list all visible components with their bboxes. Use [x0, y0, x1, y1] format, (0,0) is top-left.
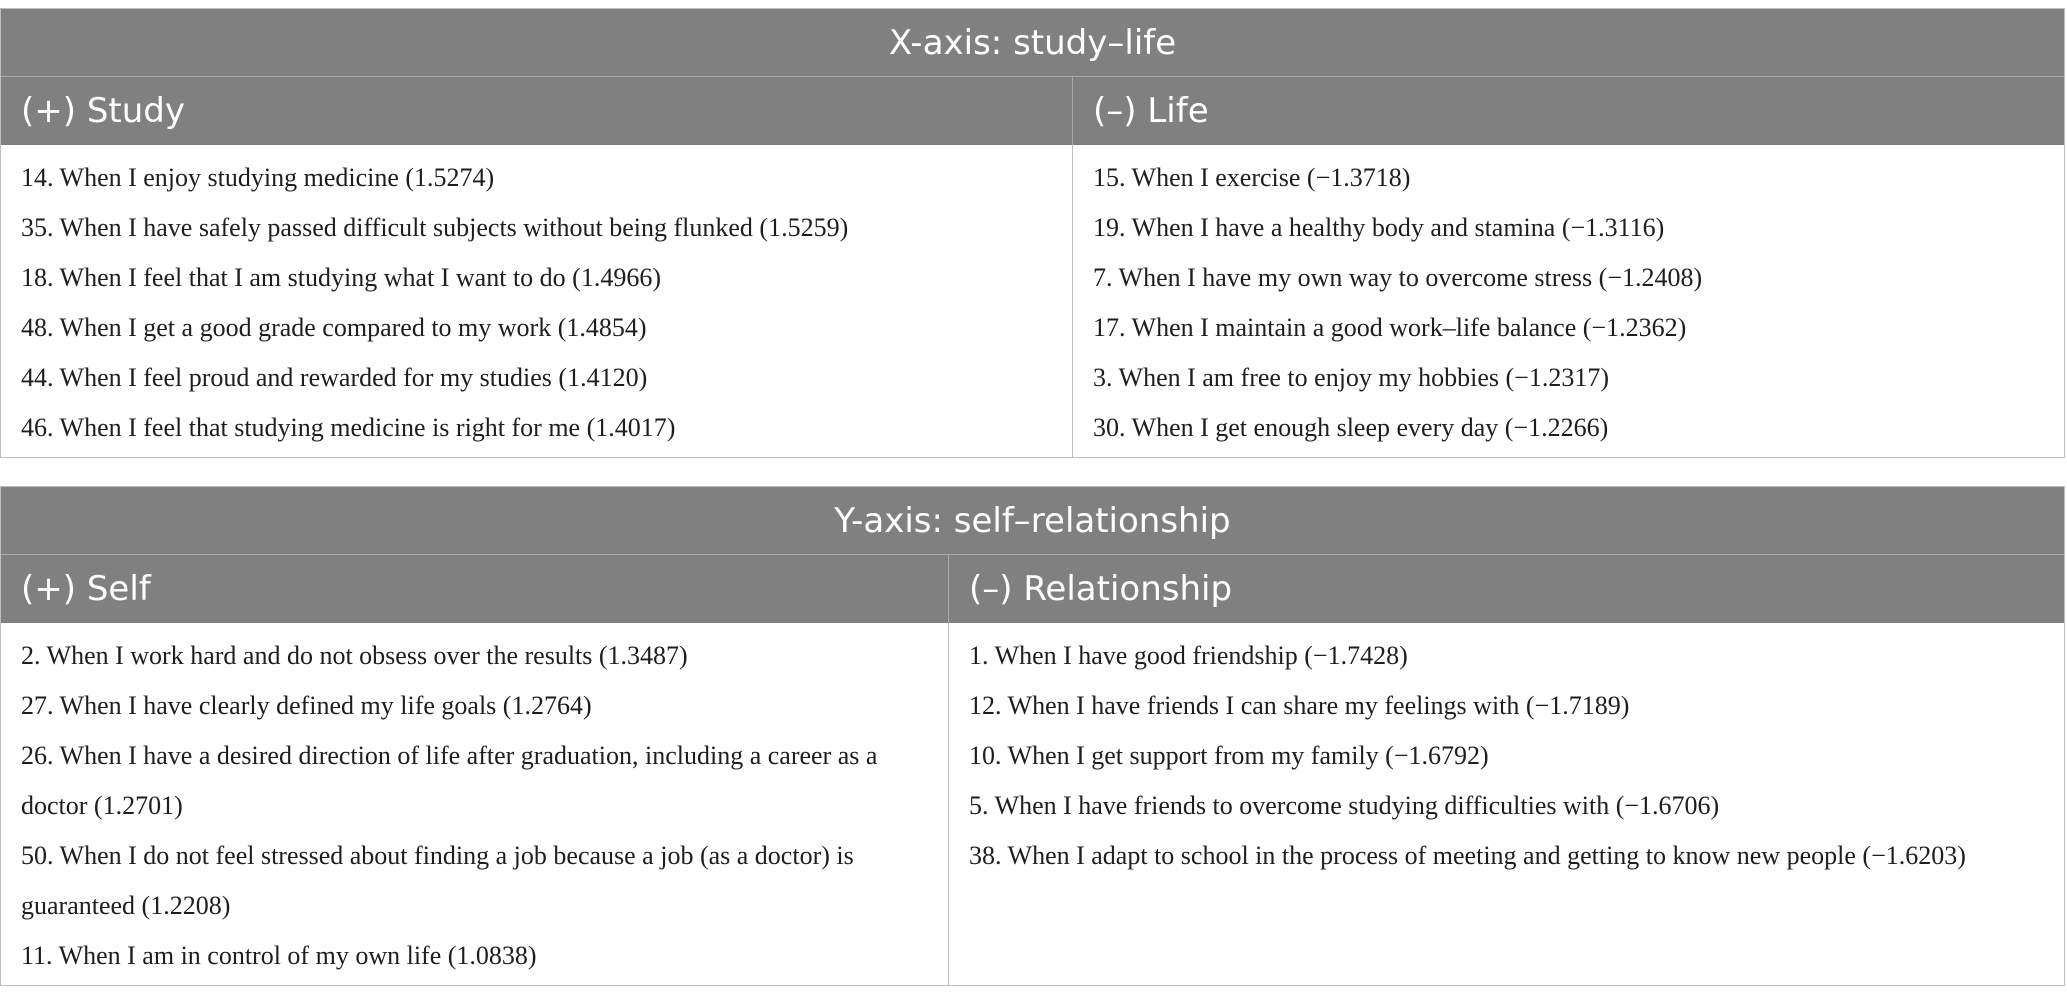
x-axis-title: X-axis: study–life: [1, 9, 2064, 77]
life-item: 17. When I maintain a good work–life balance (−1.2362): [1093, 313, 1687, 342]
self-item: 2. When I work hard and do not obsess over the results (1.3487): [21, 641, 688, 670]
relationship-header: (–) Relationship: [969, 569, 1233, 609]
life-column: [1073, 145, 2064, 457]
self-item: 26. When I have a desired direction of life after graduation, including a career as a doctor (1.2701): [21, 741, 878, 820]
x-axis-body: [1, 145, 2064, 457]
self-column: [1, 623, 949, 985]
study-header: (+) Study: [1, 77, 1073, 145]
study-item: 46. When I feel that studying medicine is right for me (1.4017): [21, 413, 676, 442]
study-column: [1, 145, 1073, 457]
self-item: 27. When I have clearly defined my life goals (1.2764): [21, 691, 592, 720]
study-item: 18. When I feel that I am studying what I want to do (1.4966): [21, 263, 661, 292]
relationship-item: 10. When I get support from my family (−1.6792): [969, 741, 1489, 770]
self-item: 11. When I am in control of my own life (1.0838): [21, 941, 537, 970]
life-header: (–) Life: [1093, 91, 1209, 131]
x-axis-header-row: [1, 77, 2064, 145]
self-item: 50. When I do not feel stressed about finding a job because a job (as a doctor) is guaranteed (1.2208): [21, 841, 854, 920]
y-axis-header-row: [1, 555, 2064, 623]
life-item: 7. When I have my own way to overcome stress (−1.2408): [1093, 263, 1703, 292]
y-axis-body: [1, 623, 2064, 985]
study-item: 14. When I enjoy studying medicine (1.5274): [21, 163, 495, 192]
study-item: 44. When I feel proud and rewarded for my studies (1.4120): [21, 363, 648, 392]
self-header: (+) Self: [1, 555, 949, 623]
study-item: 35. When I have safely passed difficult subjects without being flunked (1.5259): [21, 213, 849, 242]
life-item: 30. When I get enough sleep every day (−1.2266): [1093, 413, 1609, 442]
relationship-column: [949, 623, 2064, 985]
life-item: 15. When I exercise (−1.3718): [1093, 163, 1411, 192]
relationship-item: 12. When I have friends I can share my feelings with (−1.7189): [969, 691, 1630, 720]
relationship-item: 5. When I have friends to overcome studying difficulties with (−1.6706): [969, 791, 1720, 820]
x-axis-table: [0, 8, 2065, 458]
relationship-item: 1. When I have good friendship (−1.7428): [969, 641, 1408, 670]
y-axis-title: Y-axis: self–relationship: [1, 487, 2064, 555]
relationship-item: 38. When I adapt to school in the process of meeting and getting to know new people (−1.6203): [969, 841, 1966, 870]
study-item: 48. When I get a good grade compared to my work (1.4854): [21, 313, 647, 342]
life-item: 3. When I am free to enjoy my hobbies (−1.2317): [1093, 363, 1610, 392]
y-axis-table: [0, 486, 2065, 986]
life-item: 19. When I have a healthy body and stamina (−1.3116): [1093, 213, 1665, 242]
